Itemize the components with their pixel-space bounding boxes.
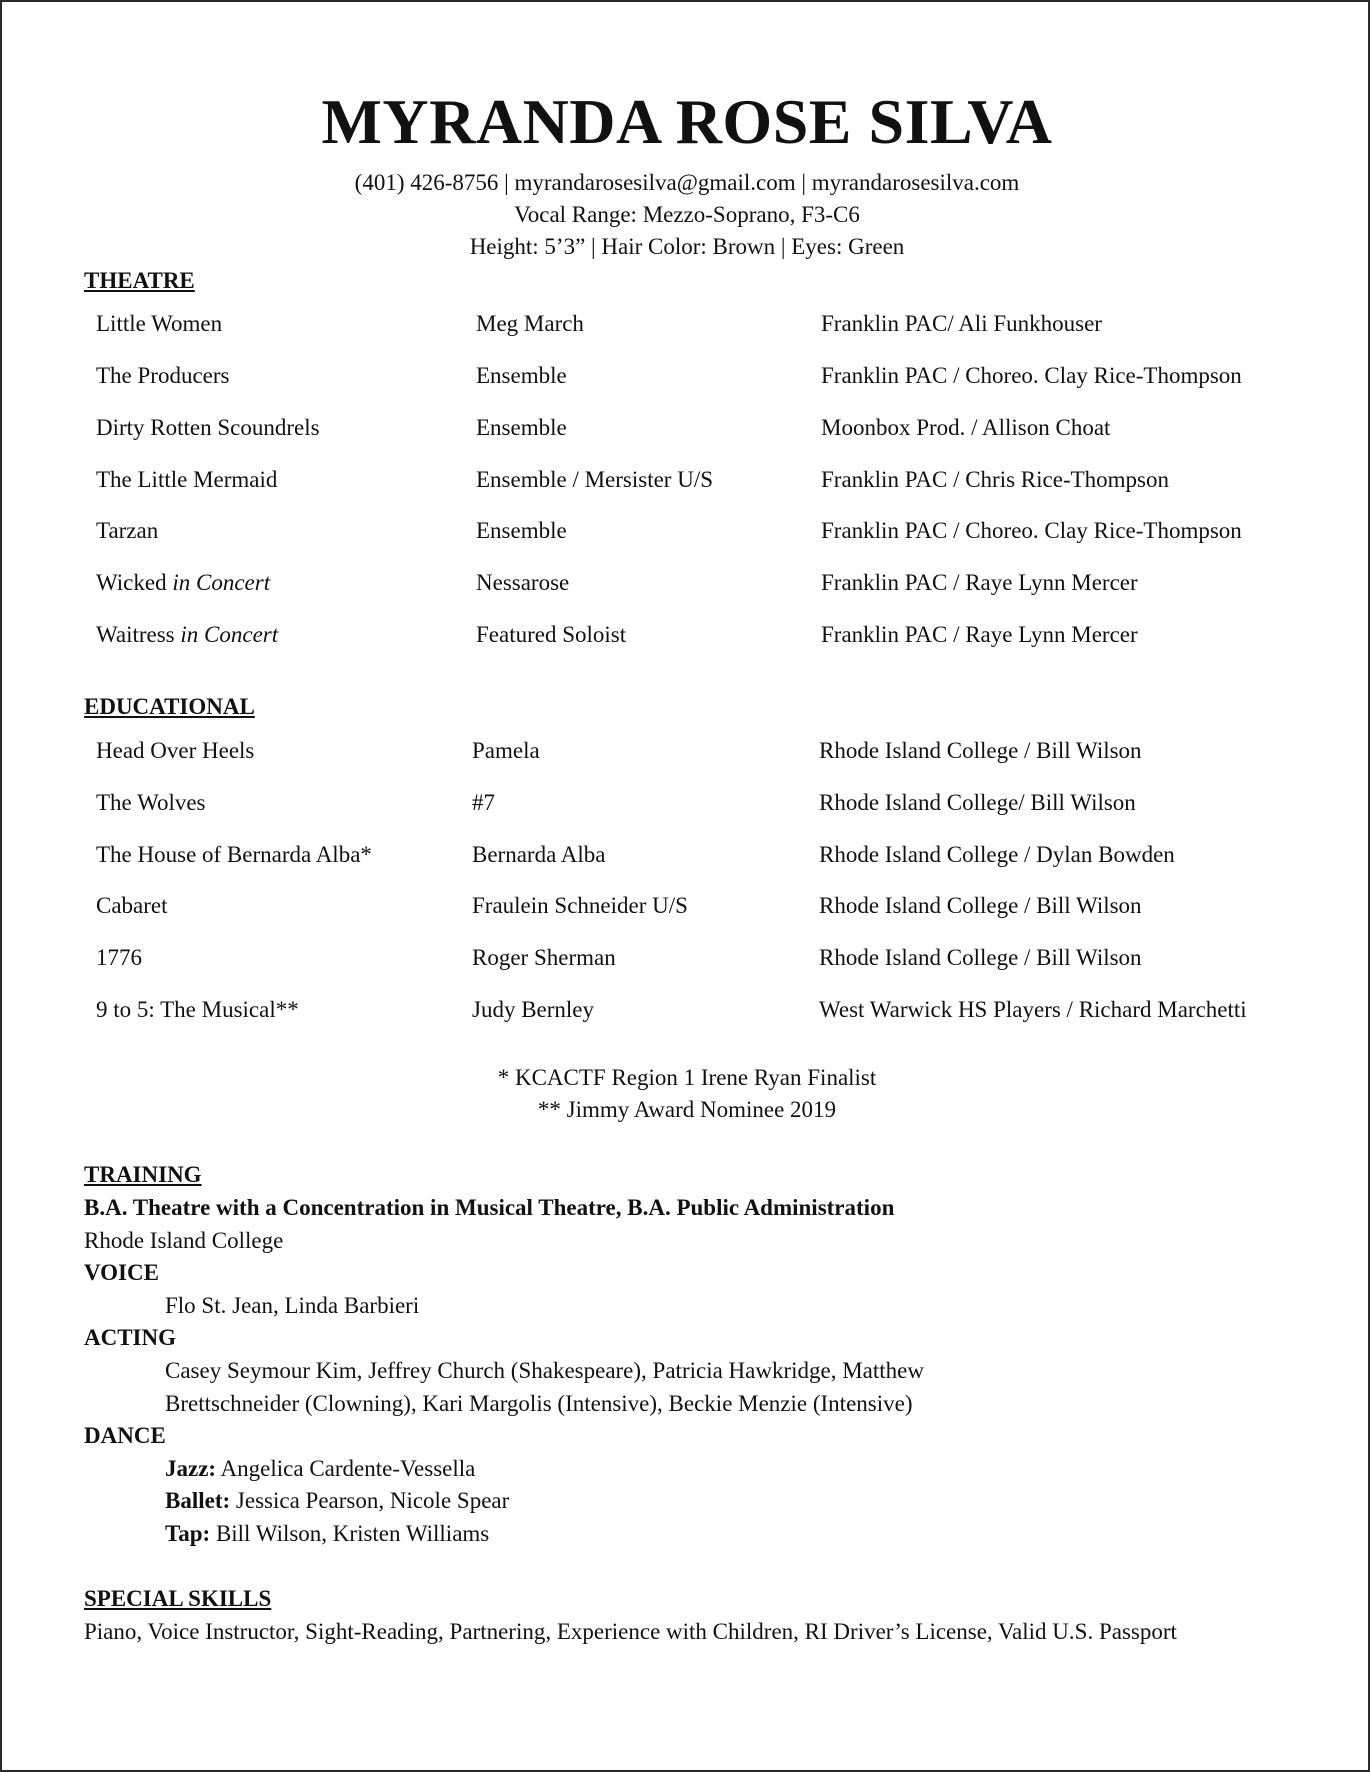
theatre-row-title: Wicked in Concert <box>96 570 271 595</box>
theatre-row-company: Franklin PAC / Raye Lynn Mercer <box>821 570 1138 595</box>
theatre-row-company: Franklin PAC / Raye Lynn Mercer <box>821 622 1138 647</box>
training-heading: TRAINING <box>84 1162 202 1187</box>
educational-row-title: The Wolves <box>96 790 206 815</box>
vocal-range: Vocal Range: Mezzo-Soprano, F3-C6 <box>514 202 860 227</box>
theatre-row-role: Meg March <box>476 311 584 336</box>
theatre-row-company: Moonbox Prod. / Allison Choat <box>821 415 1111 440</box>
educational-heading: EDUCATIONAL <box>84 694 255 719</box>
educational-row-company: West Warwick HS Players / Richard Marchetti <box>819 997 1247 1022</box>
acting-label: ACTING <box>84 1325 177 1350</box>
educational-row-role: Pamela <box>472 738 540 763</box>
theatre-row-company: Franklin PAC / Chris Rice-Thompson <box>821 467 1169 492</box>
theatre-row-role: Ensemble / Mersister U/S <box>476 467 713 492</box>
educational-row-title: Head Over Heels <box>96 738 255 763</box>
educational-row-role: Bernarda Alba <box>472 842 606 867</box>
theatre-row-role: Ensemble <box>476 415 567 440</box>
theatre-row-title: Tarzan <box>96 518 159 543</box>
voice-label: VOICE <box>84 1260 159 1285</box>
theatre-row-role: Ensemble <box>476 518 567 543</box>
physical-stats: Height: 5’3” | Hair Color: Brown | Eyes: Green <box>469 234 905 259</box>
educational-row-role: Fraulein Schneider U/S <box>472 893 688 918</box>
special-skills-heading: SPECIAL SKILLS <box>84 1586 272 1611</box>
footnote-kcactf: * KCACTF Region 1 Irene Ryan Finalist <box>497 1065 877 1090</box>
theatre-row-title: The Little Mermaid <box>96 467 278 492</box>
educational-row-company: Rhode Island College / Bill Wilson <box>819 945 1142 970</box>
educational-row-role: Roger Sherman <box>472 945 616 970</box>
dance-tap: Tap: Bill Wilson, Kristen Williams <box>165 1521 490 1546</box>
dance-ballet: Ballet: Jessica Pearson, Nicole Spear <box>165 1488 510 1513</box>
theatre-row-company: Franklin PAC/ Ali Funkhouser <box>821 311 1102 336</box>
school: Rhode Island College <box>84 1228 284 1253</box>
acting-teachers-line2: Brettschneider (Clowning), Kari Margolis (Intensive), Beckie Menzie (Intensive) <box>165 1391 913 1416</box>
theatre-row-company: Franklin PAC / Choreo. Clay Rice-Thompson <box>821 363 1242 388</box>
contact-line: (401) 426-8756 | myrandarosesilva@gmail.com | myrandarosesilva.com <box>354 170 1020 195</box>
special-skills-text: Piano, Voice Instructor, Sight-Reading, Partnering, Experience with Children, RI Driver’s License, Valid U.S. Passport <box>84 1619 1177 1644</box>
acting-teachers-line1: Casey Seymour Kim, Jeffrey Church (Shakespeare), Patricia Hawkridge, Matthew <box>165 1358 924 1383</box>
theatre-row-role: Featured Soloist <box>476 622 627 647</box>
theatre-row-title: Dirty Rotten Scoundrels <box>96 415 320 440</box>
theatre-row-title: The Producers <box>96 363 230 388</box>
theatre-row-title: Waitress in Concert <box>96 622 279 647</box>
footnote-jimmy-award: ** Jimmy Award Nominee 2019 <box>537 1097 837 1122</box>
educational-row-company: Rhode Island College / Bill Wilson <box>819 738 1142 763</box>
educational-row-company: Rhode Island College / Bill Wilson <box>819 893 1142 918</box>
theatre-row-role: Ensemble <box>476 363 567 388</box>
educational-row-title: Cabaret <box>96 893 168 918</box>
educational-row-role: Judy Bernley <box>472 997 595 1022</box>
theatre-row-company: Franklin PAC / Choreo. Clay Rice-Thompson <box>821 518 1242 543</box>
educational-row-role: #7 <box>472 790 495 815</box>
degree: B.A. Theatre with a Concentration in Musical Theatre, B.A. Public Administration <box>84 1195 895 1220</box>
dance-label: DANCE <box>84 1423 166 1448</box>
educational-row-title: 1776 <box>96 945 142 970</box>
voice-teachers: Flo St. Jean, Linda Barbieri <box>165 1293 420 1318</box>
dance-jazz: Jazz: Angelica Cardente-Vessella <box>165 1456 476 1481</box>
theatre-row-role: Nessarose <box>476 570 570 595</box>
theatre-heading: THEATRE <box>84 268 195 293</box>
resume-name: MYRANDA ROSE SILVA <box>321 86 1053 157</box>
educational-row-company: Rhode Island College/ Bill Wilson <box>819 790 1136 815</box>
educational-row-company: Rhode Island College / Dylan Bowden <box>819 842 1175 867</box>
educational-row-title: The House of Bernarda Alba* <box>96 842 372 867</box>
educational-row-title: 9 to 5: The Musical** <box>96 997 299 1022</box>
theatre-row-title: Little Women <box>96 311 223 336</box>
